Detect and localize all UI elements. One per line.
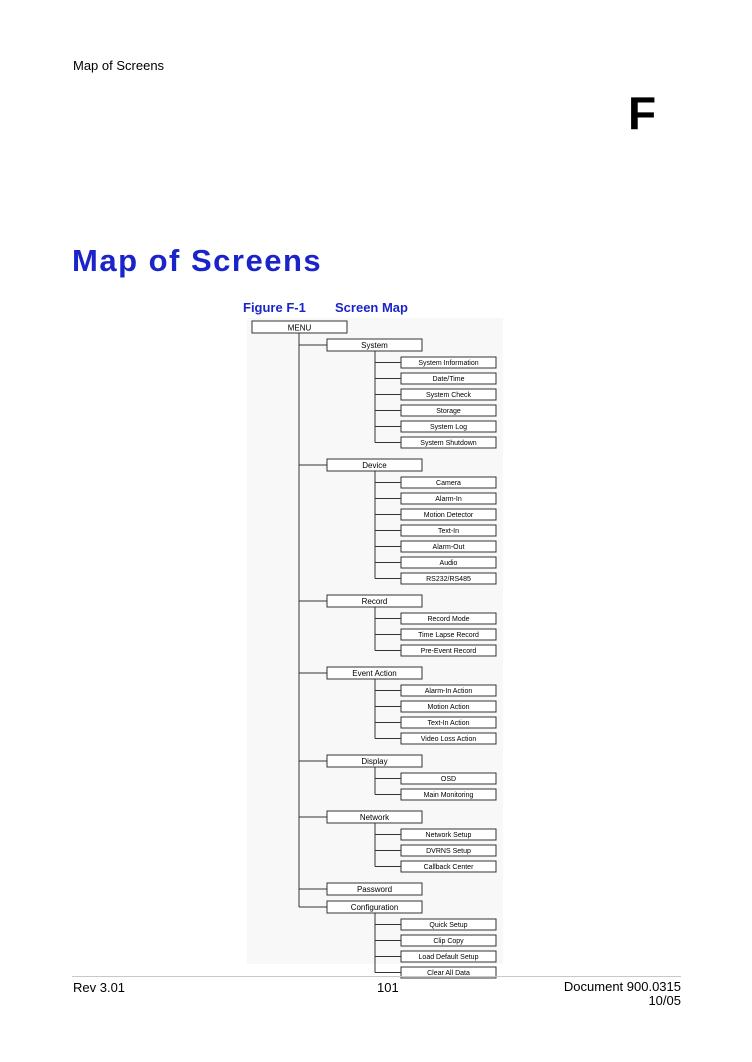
leaf-label-video-loss-action: Video Loss Action [420, 736, 477, 743]
leaf-label-osd: OSD [440, 776, 457, 783]
node-label-display: Display [361, 757, 388, 766]
appendix-letter: F [628, 87, 657, 139]
leaf-label-alarm-in-action: Alarm-In Action [424, 688, 473, 695]
leaf-label-clear-all-data: Clear All Data [427, 970, 470, 977]
menu-root-node [252, 321, 347, 333]
leaf-label-alarm-out: Alarm-Out [432, 544, 465, 551]
leaf-label-system-check: System Check [425, 392, 472, 399]
leaf-label-network-setup: Network Setup [425, 832, 472, 839]
node-label-device: Device [362, 461, 387, 470]
node-label-system: System [361, 341, 388, 350]
leaf-label-clip-copy: Clip Copy [433, 938, 464, 945]
leaf-label-audio: Audio [439, 560, 458, 567]
leaf-label-system-shutdown: System Shutdown [420, 440, 477, 447]
leaf-label-main-monitoring: Main Monitoring [423, 792, 474, 799]
node-label-configuration: Configuration [350, 903, 399, 912]
node-label-network: Network [359, 813, 390, 822]
figure-caption: Screen Map [335, 300, 408, 315]
leaf-label-motion-detector: Motion Detector [423, 512, 474, 519]
running-header: Map of Screens [73, 58, 165, 73]
leaf-label-date-time: Date/Time [432, 376, 465, 383]
footer-revision: Rev 3.01 [73, 980, 126, 995]
leaf-label-rs232-rs485: RS232/RS485 [426, 576, 471, 583]
menu-root-label: MENU [287, 323, 312, 333]
leaf-label-motion-action: Motion Action [427, 704, 470, 711]
leaf-label-system-log: System Log [430, 424, 467, 431]
leaf-label-alarm-in: Alarm-In [435, 496, 462, 503]
leaf-label-dvrns-setup: DVRNS Setup [426, 848, 471, 855]
page-title: Map of Screens [72, 243, 323, 278]
leaf-label-text-in: Text-In [437, 528, 460, 535]
footer-document [564, 980, 681, 1008]
leaf-label-text-in-action: Text-In Action [427, 720, 470, 727]
leaf-label-storage: Storage [436, 408, 461, 415]
leaf-label-system-information: System Information [418, 360, 479, 367]
leaf-label-record-mode: Record Mode [427, 616, 470, 623]
footer-divider [72, 976, 681, 977]
leaf-label-camera: Camera [436, 480, 461, 487]
footer-document-number: Document 900.0315 [563, 979, 681, 994]
node-label-record: Record [361, 597, 388, 606]
leaf-label-pre-event-record: Pre-Event Record [420, 648, 477, 655]
figure-number: Figure F-1 [243, 300, 306, 315]
footer-page-number: 101 [377, 980, 399, 995]
footer-document-date: 10/05 [648, 993, 681, 1008]
leaf-label-time-lapse-record: Time Lapse Record [418, 632, 479, 639]
node-label-event-action: Event Action [352, 669, 397, 678]
leaf-label-load-default-setup: Load Default Setup [418, 954, 479, 961]
leaf-label-quick-setup: Quick Setup [429, 922, 468, 929]
leaf-label-callback-center: Callback Center [423, 864, 474, 871]
node-label-password: Password [356, 885, 393, 894]
